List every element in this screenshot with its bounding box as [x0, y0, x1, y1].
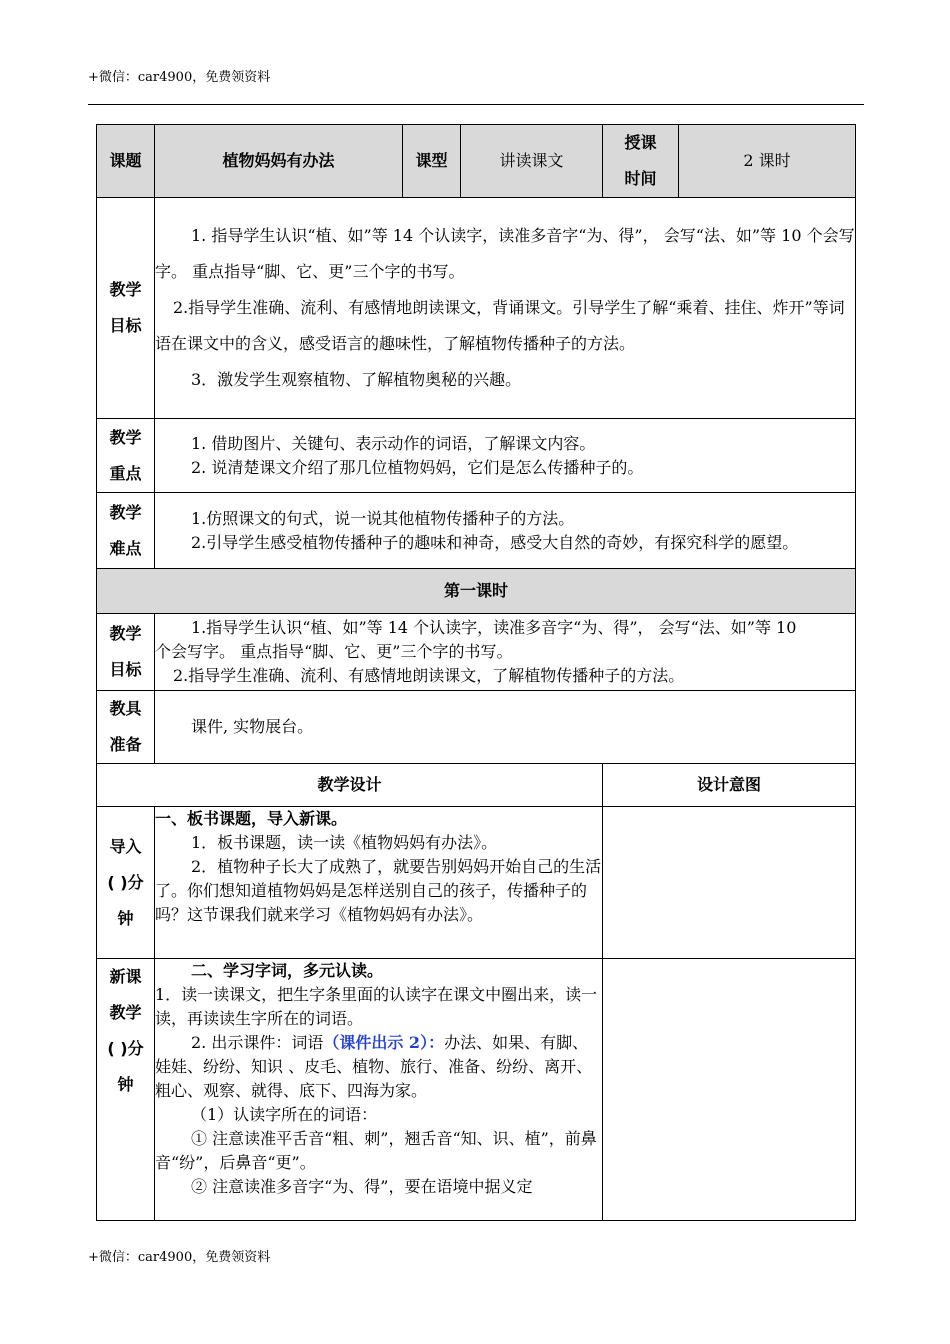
newlesson-content	[155, 959, 603, 1221]
hours-value: 2 课时	[679, 125, 856, 198]
newlesson-item: ① 注意读准平舌音“粗、刺”，翘舌音“知、识、植”，前鼻音“纷”，后鼻音“更”。	[155, 1129, 597, 1172]
design-header-row	[97, 764, 856, 807]
topic-value: 植物妈妈有办法	[155, 125, 403, 198]
tools-label-line-2: 准备	[109, 735, 142, 754]
type-value: 讲读课文	[461, 125, 603, 198]
difficulty-item: 2.引导学生感受植物传播种子的趣味和神奇，感受大自然的奇妙，有探究科学的愿望。	[191, 532, 799, 552]
time-label-line-2: 时间	[624, 169, 657, 188]
tools-label-line-1: 教具	[109, 699, 142, 718]
goals1-label-line-1: 教学	[109, 624, 142, 643]
intro-item: 1．板书课题，读一读《植物妈妈有办法》。	[191, 833, 498, 852]
goals-label	[97, 198, 155, 419]
keypoints-label-line-2: 重点	[109, 463, 142, 483]
newlesson-label-line-3: ( )分	[107, 1039, 144, 1058]
header-note: +微信：car4900，免费领资料	[88, 70, 271, 85]
goals-label-line-1: 教学	[109, 280, 142, 299]
tools-label	[97, 691, 155, 764]
keypoints-label	[97, 419, 155, 493]
goal-item: 1. 指导学生认识“植、如”等 14 个认读字，读准多音字“为、得”， 会写“法、如”等 10 个会写字。 重点指导“脚、它、更”三个字的书写。	[155, 226, 855, 281]
newlesson-label-line-4: 钟	[117, 1075, 134, 1094]
keypoint-item: 1. 借助图片、关键句、表示动作的词语，了解课文内容。	[191, 433, 596, 453]
newlesson-label-line-2: 教学	[109, 1003, 142, 1022]
keypoints-content	[155, 419, 856, 493]
goals1-row	[97, 614, 856, 691]
intro-label-line-1: 导入	[109, 836, 142, 856]
goals1-label	[97, 614, 155, 691]
difficulties-label-line-2: 难点	[109, 538, 142, 558]
time-label-line-1: 授课	[624, 133, 657, 152]
newlesson-row	[97, 959, 856, 1221]
difficulties-label	[97, 493, 155, 569]
keypoints-label-line-1: 教学	[109, 427, 142, 447]
lesson-plan-table	[96, 124, 856, 1221]
tools-row	[97, 691, 856, 764]
goal-item: 2.指导学生准确、流利、有感情地朗读课文，背诵课文。引导学生了解“乘着、挂住、炸开”等词语在课文中的含义，感受语言的趣味性，了解植物传播种子的方法。	[155, 298, 845, 353]
newlesson-item-2a: 2. 出示课件：词语	[191, 1033, 324, 1052]
newlesson-item: （1）认读字所在的词语：	[191, 1105, 378, 1124]
newlesson-item: ② 注意读准多音字“为、得”，要在语境中据义定	[191, 1177, 533, 1196]
difficulties-row	[97, 493, 856, 569]
intro-heading: 一、板书课题，导入新课。	[155, 809, 348, 828]
type-label: 课型	[403, 125, 461, 198]
newlesson-item-2b: 办法、如果、有脚、娃娃、纷纷、知识 、皮毛、植物、旅行、准备、纷纷、离开、粗心、观察、就得、底下、四海为家。	[155, 1033, 593, 1100]
keypoints-row	[97, 419, 856, 493]
goal1-item: 2.指导学生准确、流利、有感情地朗读课文，了解植物传播种子的方法。	[173, 666, 685, 685]
topic-label: 课题	[97, 125, 155, 198]
intro-label-line-2: ( )分	[107, 872, 144, 892]
goal-item: 3．激发学生观察植物、了解植物奥秘的兴趣。	[191, 370, 522, 389]
intro-content	[155, 807, 603, 959]
newlesson-intent-cell	[603, 959, 856, 1221]
goals1-content	[155, 614, 856, 691]
lesson1-title-row	[97, 569, 856, 614]
newlesson-label	[97, 959, 155, 1221]
difficulties-label-line-1: 教学	[109, 502, 142, 522]
header-divider	[88, 104, 864, 105]
difficulty-item: 1.仿照课文的句式，说一说其他植物传播种子的方法。	[191, 508, 575, 528]
tools-content	[155, 691, 856, 764]
courseware-highlight: （课件出示 2）：	[323, 1033, 445, 1052]
goal1-item: 1.指导学生认识“植、如”等 14 个认读字，读准多音字“为、得”， 会写“法、如”等 10 个会写字。 重点指导“脚、它、更”三个字的书写。	[155, 618, 797, 661]
intro-label-line-3: 钟	[117, 908, 134, 928]
difficulties-content	[155, 493, 856, 569]
newlesson-item	[155, 1031, 602, 1103]
footer-note: +微信：car4900，免费领资料	[88, 1250, 271, 1265]
intro-item: 2．植物种子长大了成熟了，就要告别妈妈开始自己的生活了。你们想知道植物妈妈是怎样送别自己的孩子，传播种子的吗？这节课我们就来学习《植物妈妈有办法》。	[155, 857, 602, 924]
goals-content	[155, 198, 856, 419]
intro-intent-cell	[603, 807, 856, 959]
design-col-title: 教学设计	[97, 764, 603, 807]
newlesson-item: 1．读一读课文，把生字条里面的认读字在课文中圈出来，读一读，再读读生字所在的词语。	[155, 985, 598, 1028]
newlesson-label-line-1: 新课	[109, 967, 142, 986]
goals-label-line-2: 目标	[109, 316, 142, 335]
keypoint-item: 2. 说清楚课文介绍了那几位植物妈妈，它们是怎么传播种子的。	[191, 457, 644, 477]
info-row	[97, 125, 856, 198]
intro-label	[97, 807, 155, 959]
intent-col-title: 设计意图	[603, 764, 856, 807]
goals1-label-line-2: 目标	[109, 660, 142, 679]
newlesson-heading: 二、学习字词，多元认读。	[191, 961, 384, 980]
tools-text: 课件, 实物展台。	[191, 717, 314, 736]
goals-row	[97, 198, 856, 419]
lesson1-title: 第一课时	[97, 569, 856, 614]
intro-row	[97, 807, 856, 959]
time-label	[603, 125, 679, 198]
